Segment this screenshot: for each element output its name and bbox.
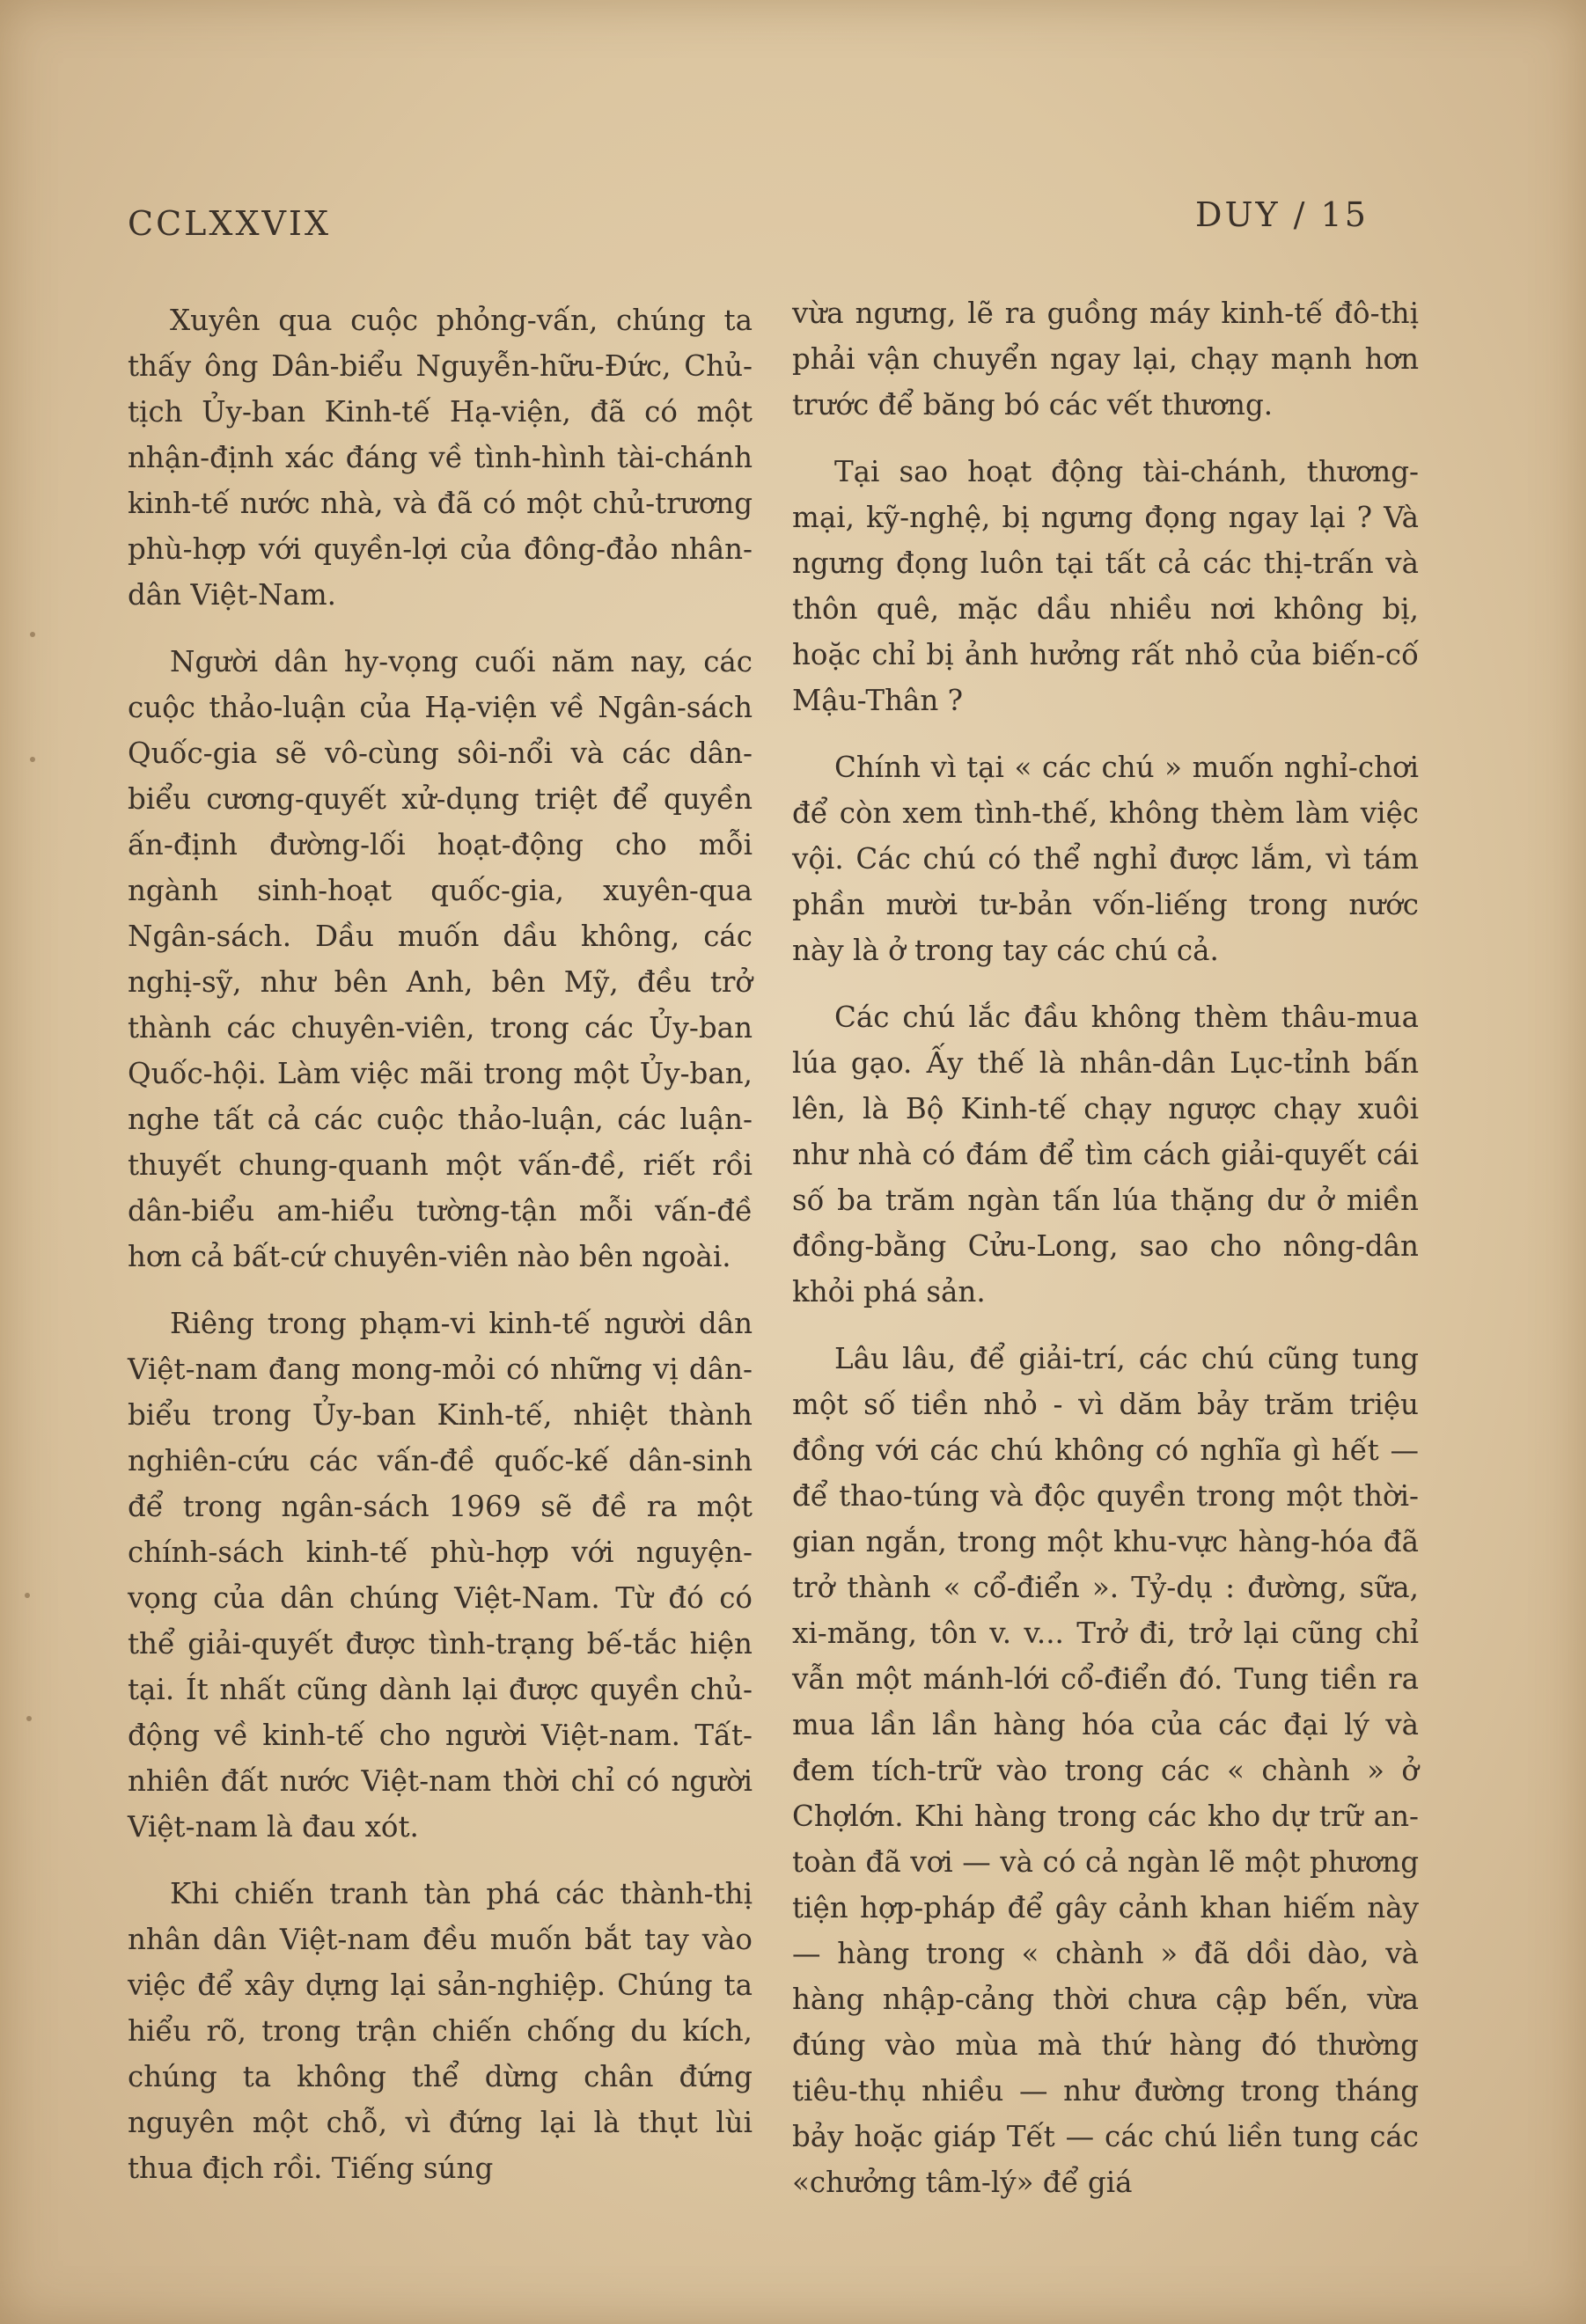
- paragraph: vừa ngưng, lẽ ra guồng máy kinh-tế đô-thị phải vận chuyển ngay lại, chạy mạnh hơn trước để băng bó các vết thương.: [792, 297, 1419, 422]
- left-column: [128, 297, 753, 2212]
- paragraph: Tại sao hoạt động tài-chánh, thương-mại, kỹ-nghệ, bị ngưng đọng ngay lại ? Và ngưng đọng luôn tại tất cả các thị-trấn và thôn quê, mặc dầu nhiều nơi không bị, hoặc chỉ bị ảnh hưởng rất nhỏ của biến-cố Mậu-Thân ?: [792, 455, 1419, 717]
- page-header-left: CCLXXVIX: [128, 204, 331, 243]
- paragraph: Riêng trong phạm-vi kinh-tế người dân Việt-nam đang mong-mỏi có những vị dân-biểu trong Ủy-ban Kinh-tế, nhiệt thành nghiên-cứu các vấn-đề quốc-kế dân-sinh để trong ngân-sách 1969 sẽ đề ra một chính-sách kinh-tế phù-hợp với nguyện-vọng của dân chúng Việt-Nam. Từ đó có thể giải-quyết được tình-trạng bế-tắc hiện tại. Ít nhất cũng dành lại được quyền chủ-động về kinh-tế cho người Việt-nam. Tất-nhiên đất nước Việt-nam thời chỉ có người Việt-nam là đau xót.: [128, 1307, 753, 1844]
- paragraph: Xuyên qua cuộc phỏng-vấn, chúng ta thấy ông Dân-biểu Nguyễn-hữu-Đức, Chủ-tịch Ủy-ban Kinh-tế Hạ-viện, đã có một nhận-định xác đáng về tình-hình tài-chánh kinh-tế nước nhà, và đã có một chủ-trương phù-hợp với quyền-lợi của đông-đảo nhân-dân Việt-Nam.: [128, 304, 753, 612]
- paragraph: Chính vì tại « các chú » muốn nghỉ-chơi để còn xem tình-thế, không thèm làm việc vội. Các chú có thể nghỉ được lắm, vì tám phần mười tư-bản vốn-liếng trong nước này là ở trong tay các chú cả.: [792, 751, 1419, 967]
- page-header-right: DUY / 15: [1195, 195, 1369, 234]
- edge-mark: [30, 632, 35, 637]
- paragraph: Khi chiến tranh tàn phá các thành-thị nhân dân Việt-nam đều muốn bắt tay vào việc để xây dựng lại sản-nghiệp. Chúng ta hiểu rõ, trong trận chiến chống du kích, chúng ta không thể dừng chân đứng nguyên một chỗ, vì đứng lại là thụt lùi thua địch rồi. Tiếng súng: [128, 1877, 753, 2185]
- edge-mark: [26, 1716, 32, 1721]
- paragraph: Người dân hy-vọng cuối năm nay, các cuộc thảo-luận của Hạ-viện về Ngân-sách Quốc-gia sẽ vô-cùng sôi-nổi và các dân-biểu cương-quyết xử-dụng triệt để quyền ấn-định đường-lối hoạt-động cho mỗi ngành sinh-hoạt quốc-gia, xuyên-qua Ngân-sách. Dầu muốn dầu không, các nghị-sỹ, như bên Anh, bên Mỹ, đều trở thành các chuyên-viên, trong các Ủy-ban Quốc-hội. Làm việc mãi trong một Ủy-ban, nghe tất cả các cuộc thảo-luận, các luận-thuyết chung-quanh một vấn-đề, riết rồi dân-biểu am-hiểu tường-tận mỗi vấn-đề hơn cả bất-cứ chuyên-viên nào bên ngoài.: [128, 645, 753, 1273]
- edge-mark: [25, 1593, 30, 1598]
- paragraph: Các chú lắc đầu không thèm thâu-mua lúa gạo. Ấy thế là nhân-dân Lục-tỉnh bấn lên, là Bộ Kinh-tế chạy ngược chạy xuôi như nhà có đám để tìm cách giải-quyết cái số ba trăm ngàn tấn lúa thặng dư ở miền đồng-bằng Cửu-Long, sao cho nông-dân khỏi phá sản.: [792, 1001, 1419, 1309]
- paragraph: Lâu lâu, để giải-trí, các chú cũng tung một số tiền nhỏ - vì dăm bảy trăm triệu đồng với các chú không có nghĩa gì hết — để thao-túng và độc quyền trong một thời-gian ngắn, trong một khu-vực hàng-hóa đã trở thành « cổ-điển ». Tỷ-dụ : đường, sữa, xi-măng, tôn v. v... Trở đi, trở lại cũng chỉ vẫn một mánh-lới cổ-điển đó. Tung tiền ra mua lần lần hàng hóa của các đại lý và đem tích-trữ vào trong các « chành » ở Chợlớn. Khi hàng trong các kho dự trữ an-toàn đã vơi — và có cả ngàn lẽ một phương tiện hợp-pháp để gây cảnh khan hiếm này — hàng trong « chành » đã dồi dào, và hàng nhập-cảng thời chưa cập bến, vừa đúng vào mùa mà thứ hàng đó thường tiêu-thụ nhiều — như đường trong tháng bảy hoặc giáp Tết — các chú liền tung các «chưởng tâm-lý» để giá: [792, 1342, 1419, 2199]
- right-column: [792, 290, 1419, 2226]
- edge-mark: [30, 757, 35, 762]
